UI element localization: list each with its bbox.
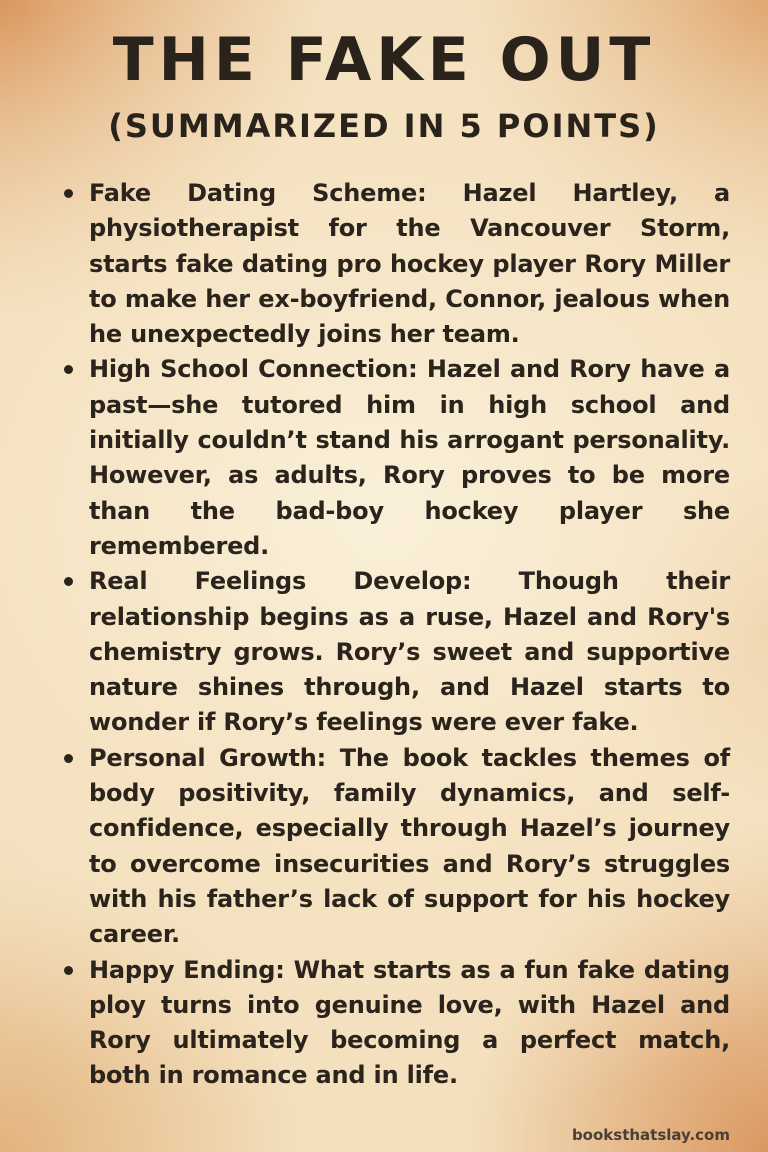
website-credit: booksthatslay.com xyxy=(571,1126,730,1144)
page-subtitle: (SUMMARIZED IN 5 POINTS) xyxy=(108,107,660,145)
page-title: THE FAKE OUT xyxy=(112,25,656,95)
bullet-icon xyxy=(64,365,73,374)
bullet-icon xyxy=(64,577,73,586)
summary-point-text: High School Connection: Hazel and Rory have a past—she tutored him in high school and initially couldn’t stand his arrogant personality. However, as adults, Rory proves to be more than the bad-boy hockey player she remembered. xyxy=(89,355,730,560)
bullet-icon xyxy=(64,966,73,975)
bullet-icon xyxy=(64,189,73,198)
summary-point-text: Happy Ending: What starts as a fun fake dating ploy turns into genuine love, with Hazel and Rory ultimately becoming a perfect match, both in romance and in life. xyxy=(89,955,730,1090)
bullet-icon xyxy=(64,754,73,763)
summary-point-text: Fake Dating Scheme: Hazel Hartley, a physiotherapist for the Vancouver Storm, starts fake dating pro hockey player Rory Miller to make her ex-boyfriend, Connor, jealous when he unexpectedly joins her team. xyxy=(89,179,730,349)
summary-points-list xyxy=(62,176,730,1094)
summary-point-text: Personal Growth: The book tackles themes of body positivity, family dynamics, and self-confidence, especially through Hazel’s journey to overcome insecurities and Rory’s struggles with his father’s lack of support for his hockey career. xyxy=(89,743,730,949)
summary-point xyxy=(62,176,730,352)
summary-point xyxy=(62,352,730,564)
summary-point xyxy=(62,953,730,1094)
summary-point xyxy=(62,741,730,953)
summary-point xyxy=(62,564,730,740)
summary-point-text: Real Feelings Develop: Though their relationship begins as a ruse, Hazel and Rory's chemistry grows. Rory’s sweet and supportive nature shines through, and Hazel starts to wonder if Rory’s feelings were ever fake. xyxy=(89,567,730,737)
